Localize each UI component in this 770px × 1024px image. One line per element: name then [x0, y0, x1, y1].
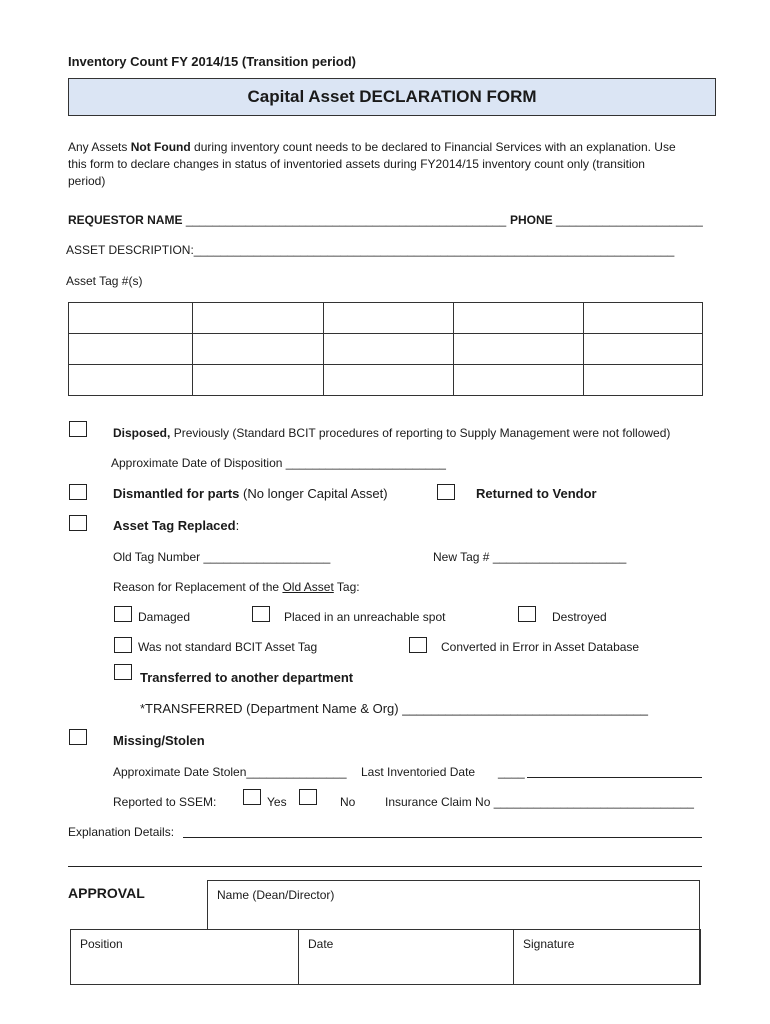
asset-tag-cell[interactable]: [192, 334, 323, 365]
intro-line-3: period): [68, 174, 106, 188]
asset-description-field[interactable]: ASSET DESCRIPTION:________________________________________________________________________: [66, 243, 675, 257]
approval-name-box[interactable]: [207, 880, 700, 930]
asset-tag-row: [69, 334, 703, 365]
approval-name-label: Name (Dean/Director): [217, 888, 335, 902]
requestor-label: REQUESTOR NAME: [68, 213, 183, 227]
explanation-line-2[interactable]: [68, 866, 702, 867]
asset-tag-row: [69, 365, 703, 396]
date-box[interactable]: [298, 929, 514, 985]
approval-row: [70, 929, 700, 985]
returned-label: Returned to Vendor: [476, 486, 597, 501]
position-box[interactable]: [70, 929, 299, 985]
approval-label: APPROVAL: [68, 885, 145, 901]
phone-row: [510, 213, 703, 227]
ssem-yes-checkbox[interactable]: [243, 789, 261, 805]
transferred-dept-field[interactable]: *TRANSFERRED (Department Name & Org) __________________________________: [140, 701, 649, 716]
asset-tag-cell[interactable]: [454, 334, 584, 365]
disposition-date-field[interactable]: Approximate Date of Disposition ________________________: [111, 456, 446, 470]
new-tag-field[interactable]: New Tag # ____________________: [433, 550, 627, 564]
asset-tag-cell[interactable]: [584, 334, 703, 365]
last-inventoried-label: Last Inventoried Date: [361, 765, 476, 779]
returned-checkbox[interactable]: [437, 484, 455, 500]
asset-tag-cell[interactable]: [69, 334, 193, 365]
ssem-no-label: No: [340, 795, 356, 809]
asset-tag-cell[interactable]: [69, 303, 193, 334]
missing-label: Missing/Stolen: [113, 733, 205, 748]
disposed-label: [113, 426, 670, 440]
asset-tag-cell[interactable]: [323, 365, 454, 396]
old-tag-field[interactable]: Old Tag Number ___________________: [113, 550, 331, 564]
placed-unreachable-label: Placed in an unreachable spot: [284, 610, 446, 624]
converted-error-checkbox[interactable]: [409, 637, 427, 653]
transferred-label: Transferred to another department: [140, 670, 354, 685]
last-inventoried-line[interactable]: [527, 777, 702, 778]
requestor-name-field[interactable]: ________________________________________________: [185, 213, 507, 227]
reason-label: [113, 580, 360, 594]
replaced-checkbox[interactable]: [69, 515, 87, 531]
converted-error-label: Converted in Error in Asset Database: [441, 640, 640, 654]
phone-label: PHONE: [510, 213, 553, 227]
dismantled-checkbox[interactable]: [69, 484, 87, 500]
not-standard-checkbox[interactable]: [114, 637, 132, 653]
asset-tag-cell[interactable]: [323, 334, 454, 365]
intro-pre: Any Assets: [68, 140, 131, 154]
reason-pre: Reason for Replacement of the: [113, 580, 283, 594]
insurance-claim-field[interactable]: Insurance Claim No ______________________________: [385, 795, 694, 809]
date-stolen-field[interactable]: Approximate Date Stolen_______________: [113, 765, 347, 779]
ssem-no-checkbox[interactable]: [299, 789, 317, 805]
intro-line-1: [68, 140, 676, 154]
asset-tag-cell[interactable]: [584, 365, 703, 396]
placed-unreachable-checkbox[interactable]: [252, 606, 270, 622]
phone-field[interactable]: ______________________: [556, 213, 703, 227]
damaged-checkbox[interactable]: [114, 606, 132, 622]
dismantled-label: [113, 486, 388, 501]
requestor-row: [68, 213, 506, 227]
intro-rest: during inventory count needs to be declared to Financial Services with an explanation. Use: [190, 140, 676, 154]
form-title-banner: [68, 78, 716, 116]
not-standard-label: Was not standard BCIT Asset Tag: [138, 640, 318, 654]
asset-tag-cell[interactable]: [69, 365, 193, 396]
last-inventoried-blank: ____: [498, 765, 525, 779]
transferred-checkbox[interactable]: [114, 664, 132, 680]
asset-tag-cell[interactable]: [192, 303, 323, 334]
replaced-label: Asset Tag Replaced: [113, 518, 236, 533]
explanation-line-1[interactable]: [183, 837, 702, 838]
disposed-checkbox[interactable]: [69, 421, 87, 437]
intro-line-2: this form to declare changes in status of inventoried assets during FY2014/15 inventory count only (transition: [68, 157, 645, 171]
signature-box[interactable]: [513, 929, 701, 985]
disposed-rest: Previously (Standard BCIT procedures of reporting to Supply Management were not followed): [170, 426, 671, 440]
asset-tag-cell[interactable]: [323, 303, 454, 334]
dismantled-bold: Dismantled for parts: [113, 486, 240, 501]
asset-tag-cell[interactable]: [584, 303, 703, 334]
intro-bold: Not Found: [130, 140, 191, 154]
destroyed-checkbox[interactable]: [518, 606, 536, 622]
reported-ssem-label: Reported to SSEM:: [113, 795, 217, 809]
replaced-colon: :: [235, 518, 240, 533]
date-label: Date: [308, 937, 334, 951]
asset-tag-cell[interactable]: [192, 365, 323, 396]
reason-post: Tag:: [333, 580, 360, 594]
asset-tag-cell[interactable]: [454, 365, 584, 396]
dismantled-rest: (No longer Capital Asset): [239, 486, 388, 501]
ssem-yes-label: Yes: [267, 795, 287, 809]
asset-tag-grid: [68, 302, 703, 396]
destroyed-label: Destroyed: [552, 610, 607, 624]
signature-label: Signature: [523, 937, 575, 951]
asset-tag-row: [69, 303, 703, 334]
replaced-label-row: [113, 518, 239, 533]
explanation-label: Explanation Details:: [68, 825, 175, 839]
reason-underlined: Old Asset: [282, 580, 334, 594]
position-label: Position: [80, 937, 123, 951]
damaged-label: Damaged: [138, 610, 191, 624]
form-title: Capital Asset DECLARATION FORM: [247, 87, 537, 106]
asset-tag-label: Asset Tag #(s): [66, 274, 143, 288]
disposed-bold: Disposed,: [113, 426, 171, 440]
asset-tag-cell[interactable]: [454, 303, 584, 334]
form-subtitle: Inventory Count FY 2014/15 (Transition period): [68, 54, 356, 69]
missing-checkbox[interactable]: [69, 729, 87, 745]
